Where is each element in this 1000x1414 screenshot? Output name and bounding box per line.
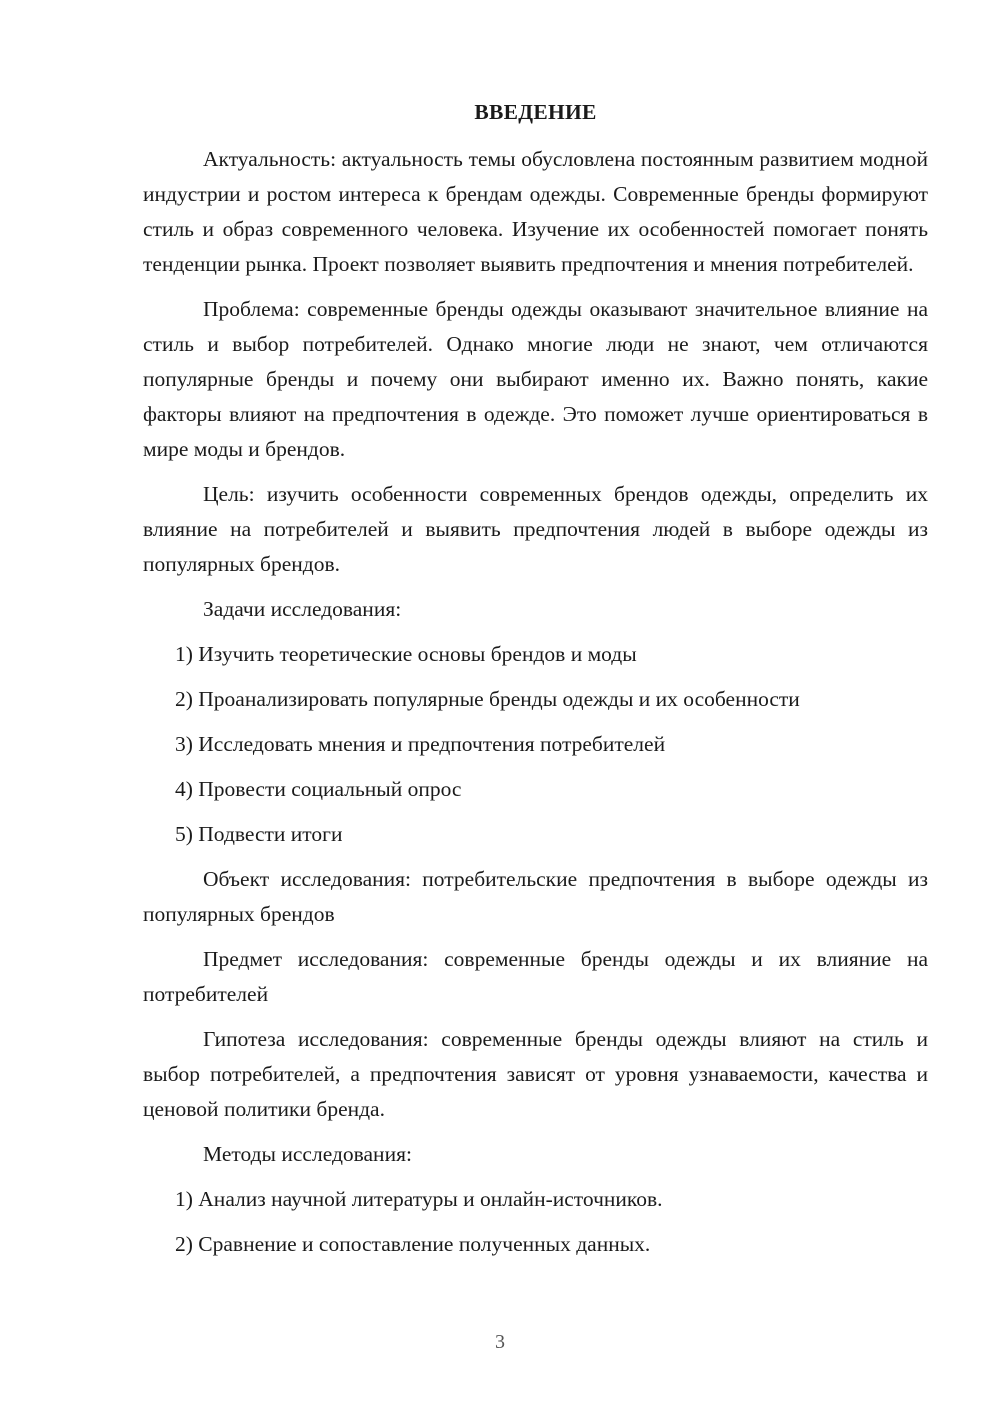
list-item: 2) Проанализировать популярные бренды одежды и их особенности [175, 687, 800, 711]
paragraph-hypothesis: Гипотеза исследования: современные бренды одежды влияют на стиль и выбор потребителей, а предпочтения зависят от уровня узнаваемости, качества и ценовой политики бренда. [143, 1027, 928, 1121]
document-page [143, 95, 928, 1272]
methods-heading: Методы исследования: [203, 1142, 412, 1166]
tasks-heading: Задачи исследования: [203, 597, 402, 621]
list-item: 1) Изучить теоретические основы брендов и моды [175, 642, 637, 666]
list-item: 1) Анализ научной литературы и онлайн-источников. [175, 1187, 663, 1211]
list-item: 5) Подвести итоги [175, 822, 343, 846]
list-item: 2) Сравнение и сопоставление полученных данных. [175, 1232, 651, 1256]
list-item: 4) Провести социальный опрос [175, 777, 462, 801]
paragraph-relevance: Актуальность: актуальность темы обусловлена постоянным развитием модной индустрии и ростом интереса к брендам одежды. Современные бренды формируют стиль и образ современного человека. Изучение их особенностей помогает понять тенденции рынка. Проект позволяет выявить предпочтения и мнения потребителей. [143, 147, 928, 276]
page-number: 3 [495, 1331, 505, 1353]
paragraph-goal: Цель: изучить особенности современных брендов одежды, определить их влияние на потребителей и выявить предпочтения людей в выборе одежды из популярных брендов. [143, 482, 928, 576]
paragraph-subject: Предмет исследования: современные бренды одежды и их влияние на потребителей [143, 947, 928, 1006]
list-item: 3) Исследовать мнения и предпочтения потребителей [175, 732, 666, 756]
page-title: ВВЕДЕНИЕ [474, 100, 597, 124]
paragraph-object: Объект исследования: потребительские предпочтения в выборе одежды из популярных брендов [143, 867, 928, 926]
methods-list [143, 1182, 928, 1262]
paragraph-problem: Проблема: современные бренды одежды оказывают значительное влияние на стиль и выбор потребителей. Однако многие люди не знают, чем отличаются популярные бренды и почему они выбирают именно их. Важно понять, какие факторы влияют на предпочтения в одежде. Это поможет лучше ориентироваться в мире моды и брендов. [143, 297, 928, 461]
tasks-list [143, 637, 928, 852]
